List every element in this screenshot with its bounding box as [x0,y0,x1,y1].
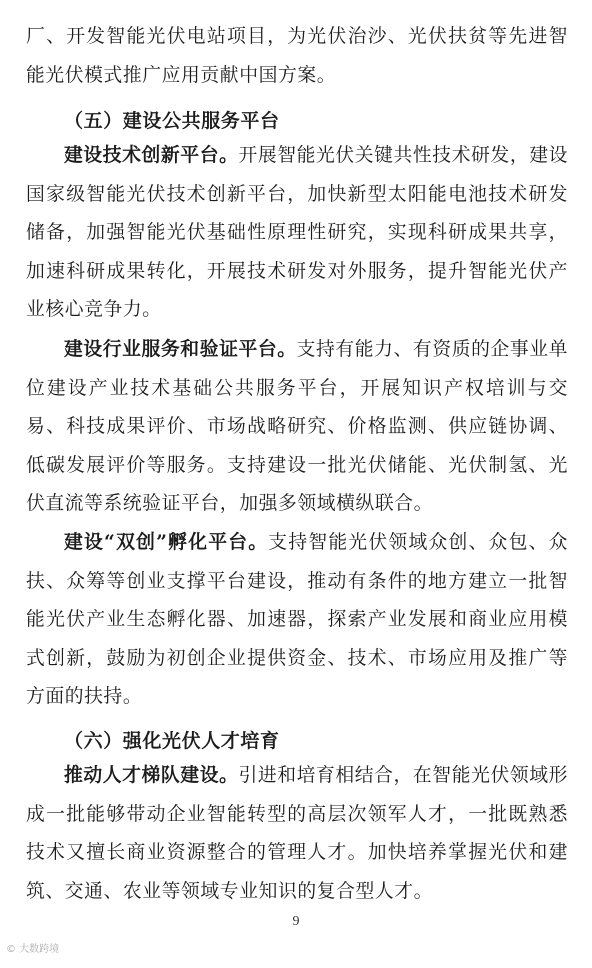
paragraph-talent [26,756,568,911]
paragraph-lead: 建设行业服务和验证平台。 [64,338,297,360]
section-heading-5: （五）建设公共服务平台 [64,110,280,132]
paragraph-body: 支持有能力、有资质的企事业单位建设产业技术基础公共服务平台，开展知识产权培训与交易、科技成果评价、市场战略研究、价格监测、供应链协调、低碳发展评价等服务。支持建设一批光伏储能、光伏制氢、光伏直流等系统验证平台，加强多领域横纵联合。 [26,339,569,515]
watermark-logo: © 大数跨境 [6,944,60,955]
paragraph-lead: 建设技术创新平台。 [64,144,239,166]
section-heading-6: （六）强化光伏人才培育 [64,730,280,752]
paragraph-incubation [26,523,568,717]
paragraph-tech-innovation [26,136,568,330]
paragraph-industry-service [26,330,568,524]
paragraph-body: 支持智能光伏领域众创、众包、众扶、众筹等创业支撑平台建设，推动有条件的地方建立一批智能光伏产业生态孵化器、加速器，探索产业发展和商业应用模式创新，鼓励为初创企业提供资金、技术、市场应用及推广等方面的扶持。 [26,532,568,708]
paragraph-lead: 建设“双创”孵化平台。 [64,531,269,553]
paragraph-body: 引进和培育相结合，在智能光伏领域形成一批能够带动企业智能转型的高层次领军人才，一批既熟悉技术又擅长商业资源整合的管理人才。加快培养掌握光伏和建筑、交通、农业等领域专业知识的复合型人才。 [26,765,568,902]
page-number: 9 [292,914,300,929]
intro-paragraph: 厂、开发智能光伏电站项目，为光伏治沙、光伏扶贫等先进智能光伏模式推广应用贡献中国方案。 [26,26,568,86]
paragraph-lead: 推动人才梯队建设。 [64,764,239,786]
paragraph-body: 开展智能光伏关键共性技术研发，建设国家级智能光伏技术创新平台，加快新型太阳能电池技术研发储备，加强智能光伏基础性原理性研究，实现科研成果共享，加速科研成果转化，开展技术研发对外服务，提升智能光伏产业核心竞争力。 [26,145,568,321]
